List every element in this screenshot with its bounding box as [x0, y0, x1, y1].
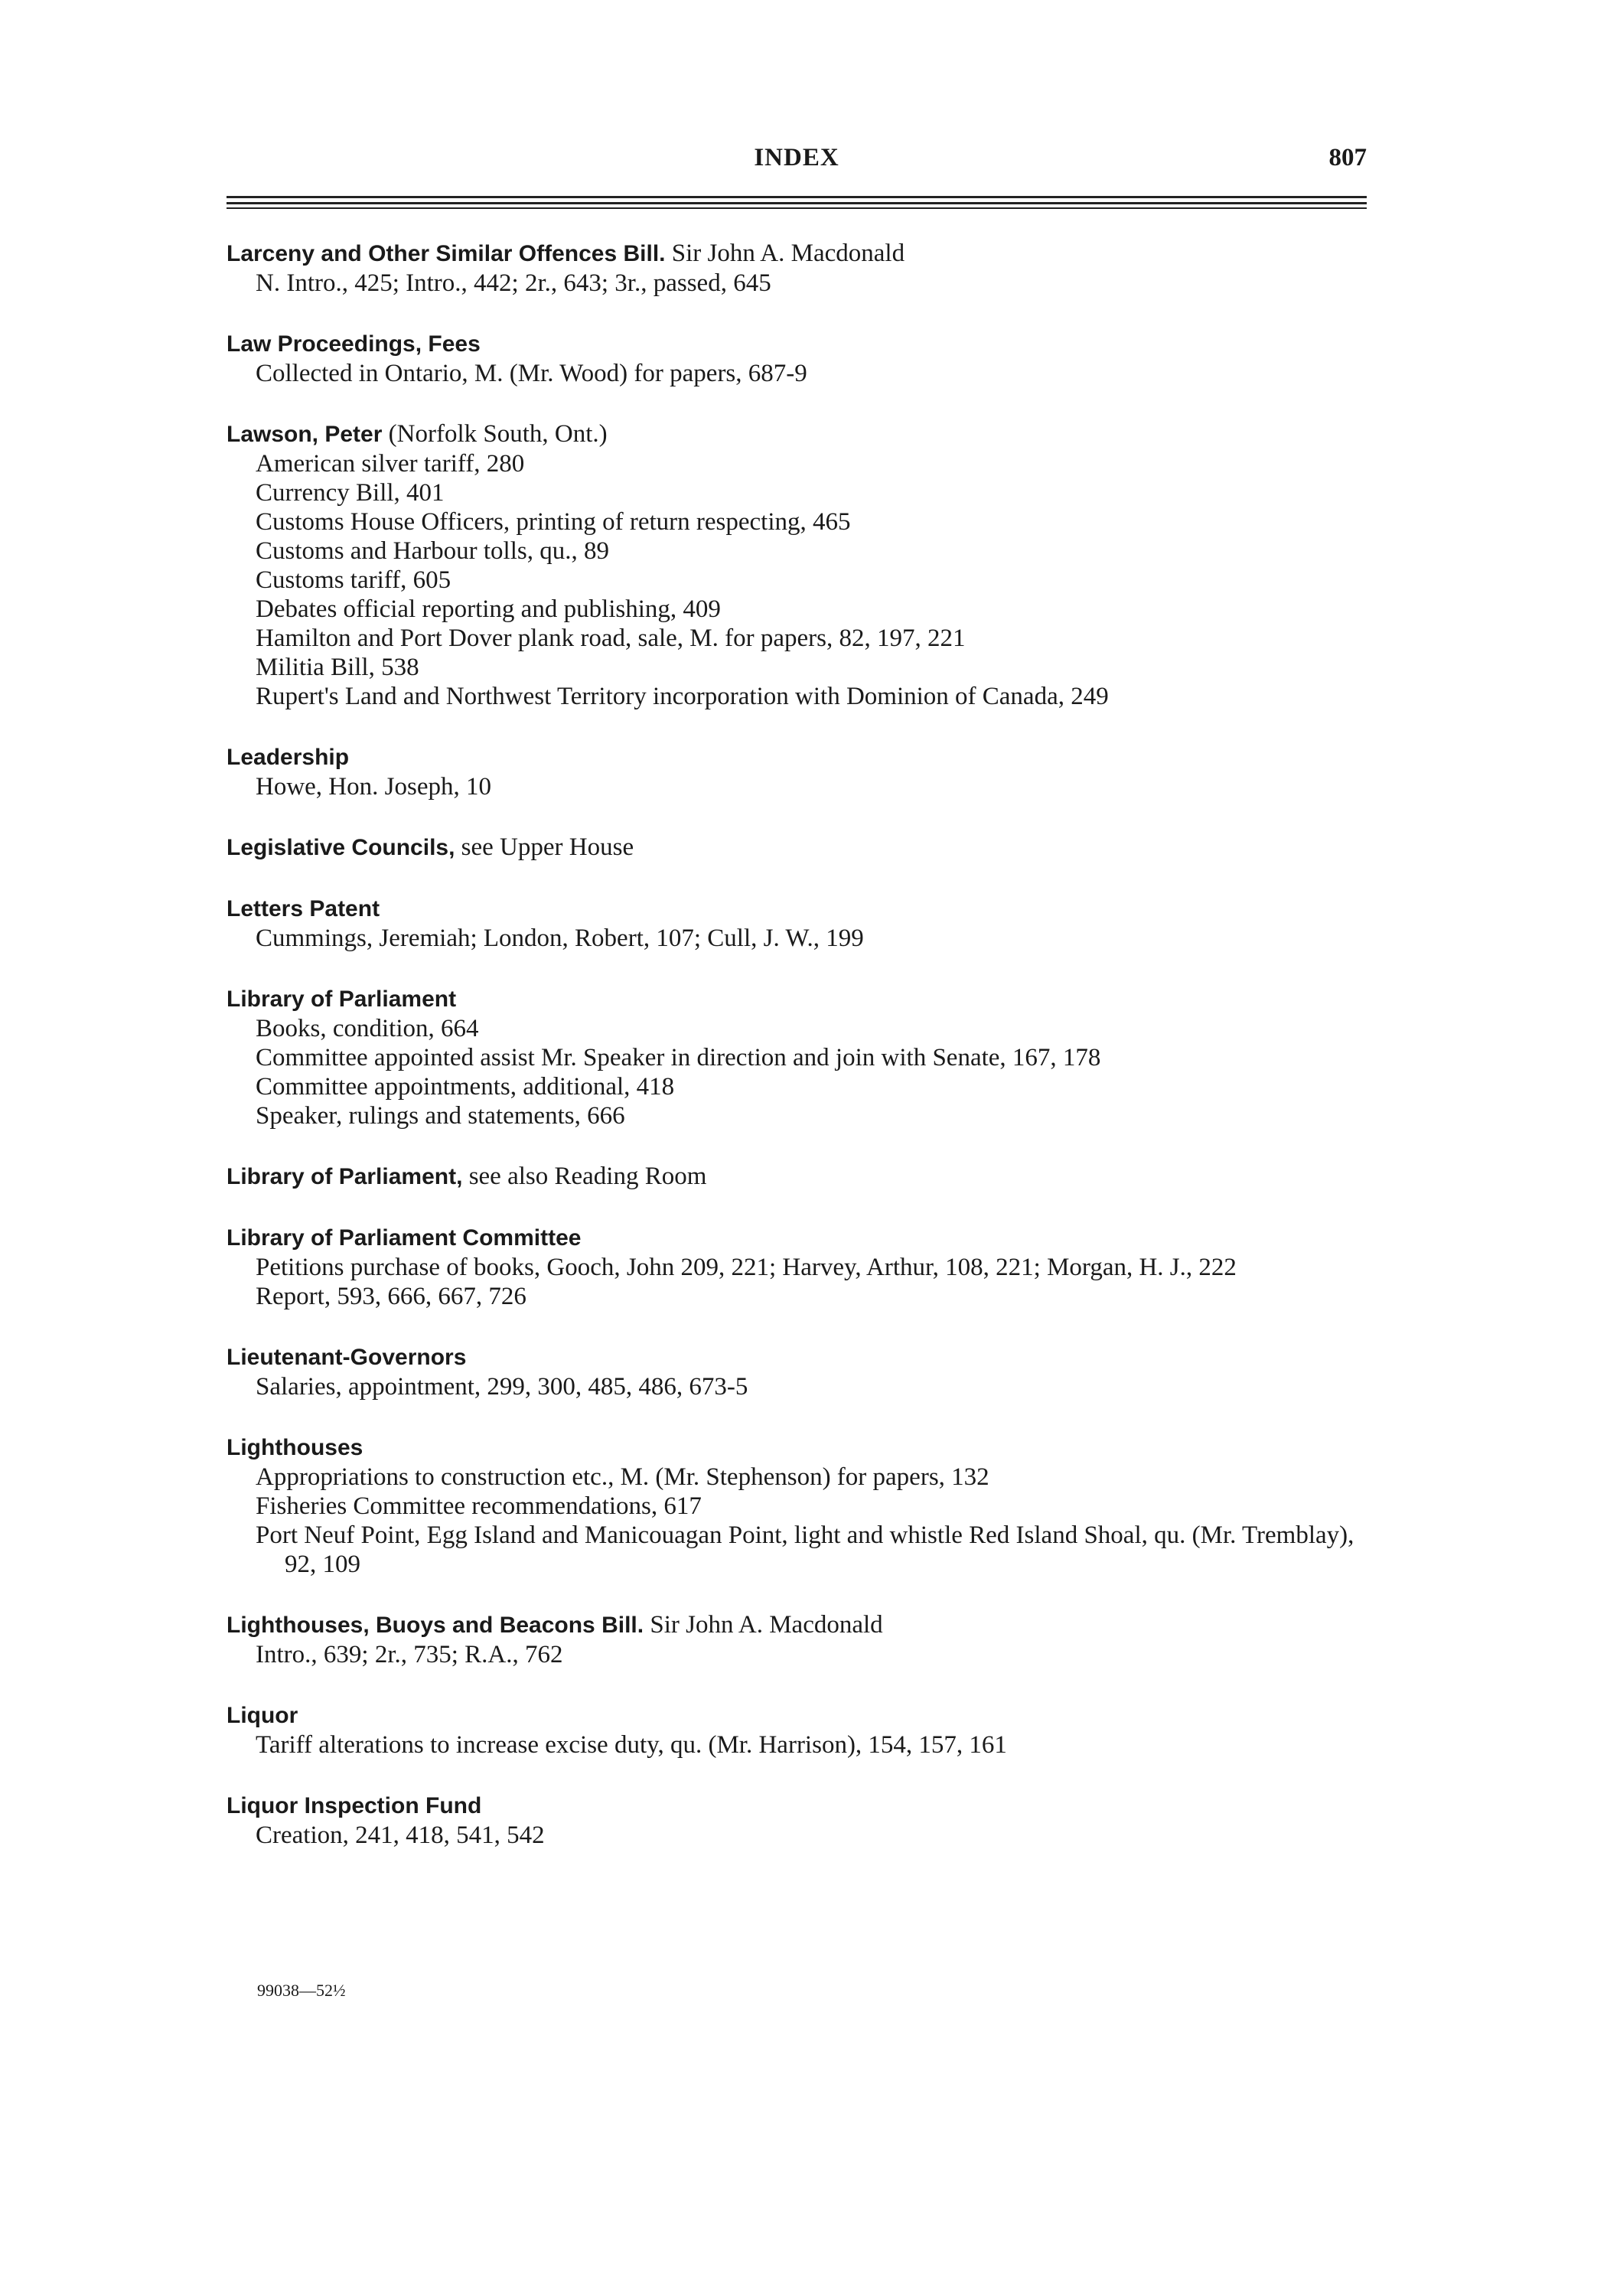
- entry-subline: Petitions purchase of books, Gooch, John 209, 221; Harvey, Arthur, 108, 221; Morgan, H. J., 222: [256, 1254, 1237, 1281]
- entry-heading-term: Legislative Councils,: [227, 835, 455, 860]
- entry-subline: Intro., 639; 2r., 735; R.A., 762: [256, 1641, 563, 1668]
- index-entry: [227, 1701, 1374, 1760]
- page-number: 807: [1328, 144, 1367, 171]
- page-title: INDEX: [754, 144, 839, 171]
- entry-heading-suffix: (Norfolk South, Ont.): [382, 420, 608, 448]
- entry-heading: [227, 329, 1374, 359]
- entry-subline: Currency Bill, 401: [256, 479, 445, 507]
- entry-subline: American silver tariff, 280: [256, 450, 525, 478]
- entry-subline: Speaker, rulings and statements, 666: [256, 1102, 625, 1130]
- entry-heading-term: Library of Parliament,: [227, 1164, 463, 1189]
- entry-subline: Militia Bill, 538: [256, 654, 419, 681]
- index-entry: [227, 894, 1374, 953]
- index-entry: [227, 1342, 1374, 1401]
- entry-heading: [227, 984, 1374, 1014]
- entry-heading: [227, 1433, 1374, 1463]
- entry-subline: Report, 593, 666, 667, 726: [256, 1283, 526, 1310]
- entry-subline: Howe, Hon. Joseph, 10: [256, 773, 491, 801]
- index-entry: [227, 833, 1374, 863]
- entry-subline: Committee appointments, additional, 418: [256, 1073, 675, 1101]
- index-entry: [227, 984, 1374, 1130]
- entry-subline: Customs tariff, 605: [256, 566, 451, 594]
- entry-subline: Collected in Ontario, M. (Mr. Wood) for papers, 687-9: [256, 360, 807, 387]
- footer-code: 99038—52½: [257, 1981, 346, 2000]
- entry-subline: Salaries, appointment, 299, 300, 485, 486, 673-5: [256, 1373, 748, 1401]
- index-entry: [227, 742, 1374, 801]
- entry-heading-term: Library of Parliament: [227, 987, 457, 1012]
- entry-subline: Port Neuf Point, Egg Island and Manicouagan Point, light and whistle Red Island Shoal, qu. (Mr. Tremblay), 92, 109: [256, 1521, 1354, 1578]
- entry-heading-suffix: see Upper House: [455, 833, 634, 861]
- entry-heading: [227, 1791, 1374, 1821]
- header-rule: [227, 207, 1367, 209]
- index-entries: [227, 239, 1374, 1881]
- entry-subline: Creation, 241, 418, 541, 542: [256, 1821, 545, 1849]
- index-entry: [227, 1223, 1374, 1311]
- entry-heading: [227, 1610, 1374, 1640]
- entry-heading-suffix: see also Reading Room: [462, 1163, 707, 1190]
- entry-subline: Tariff alterations to increase excise duty, qu. (Mr. Harrison), 154, 157, 161: [256, 1731, 1007, 1759]
- entry-subline: Customs and Harbour tolls, qu., 89: [256, 537, 609, 565]
- entry-heading: [227, 239, 1374, 269]
- index-entry: [227, 1791, 1374, 1850]
- index-entry: [227, 239, 1374, 298]
- entry-heading: [227, 894, 1374, 924]
- index-entry: [227, 419, 1374, 711]
- entry-heading-term: Law Proceedings, Fees: [227, 331, 481, 357]
- entry-heading: [227, 1223, 1374, 1253]
- entry-subline: Rupert's Land and Northwest Territory incorporation with Dominion of Canada, 249: [256, 683, 1109, 710]
- index-entry: [227, 329, 1374, 388]
- index-entry: [227, 1433, 1374, 1579]
- entry-heading-term: Lieutenant-Governors: [227, 1345, 467, 1370]
- page-header: [227, 144, 1367, 182]
- header-rule: [227, 196, 1367, 198]
- entry-heading-term: Leadership: [227, 745, 350, 770]
- index-entry: [227, 1610, 1374, 1669]
- entry-subline: Fisheries Committee recommendations, 617: [256, 1492, 702, 1520]
- entry-heading: [227, 742, 1374, 772]
- entry-heading-term: Larceny and Other Similar Offences Bill.: [227, 241, 666, 266]
- entry-heading-suffix: Sir John A. Macdonald: [644, 1611, 883, 1639]
- entry-subline: N. Intro., 425; Intro., 442; 2r., 643; 3r., passed, 645: [256, 269, 771, 297]
- entry-heading-term: Letters Patent: [227, 896, 380, 921]
- entry-heading-term: Lighthouses, Buoys and Beacons Bill.: [227, 1613, 644, 1638]
- entry-heading-term: Library of Parliament Committee: [227, 1225, 582, 1251]
- entry-heading: [227, 419, 1374, 449]
- entry-heading-term: Liquor Inspection Fund: [227, 1793, 482, 1818]
- entry-subline: Debates official reporting and publishing, 409: [256, 595, 721, 623]
- entry-heading: [227, 1342, 1374, 1372]
- entry-subline: Cummings, Jeremiah; London, Robert, 107; Cull, J. W., 199: [256, 925, 864, 952]
- header-rule: [227, 202, 1367, 204]
- entry-heading-term: Liquor: [227, 1703, 298, 1728]
- entry-heading: [227, 833, 1374, 863]
- entry-subline: Customs House Officers, printing of return respecting, 465: [256, 508, 851, 536]
- entry-subline: Hamilton and Port Dover plank road, sale, M. for papers, 82, 197, 221: [256, 625, 966, 652]
- entry-heading: [227, 1162, 1374, 1192]
- index-entry: [227, 1162, 1374, 1192]
- entry-heading: [227, 1701, 1374, 1730]
- entry-subline: Appropriations to construction etc., M. (Mr. Stephenson) for papers, 132: [256, 1463, 989, 1491]
- entry-subline: Committee appointed assist Mr. Speaker in direction and join with Senate, 167, 178: [256, 1044, 1101, 1071]
- entry-subline: Books, condition, 664: [256, 1015, 479, 1042]
- entry-heading-suffix: Sir John A. Macdonald: [665, 240, 905, 267]
- entry-heading-term: Lawson, Peter: [227, 422, 383, 447]
- entry-heading-term: Lighthouses: [227, 1435, 363, 1460]
